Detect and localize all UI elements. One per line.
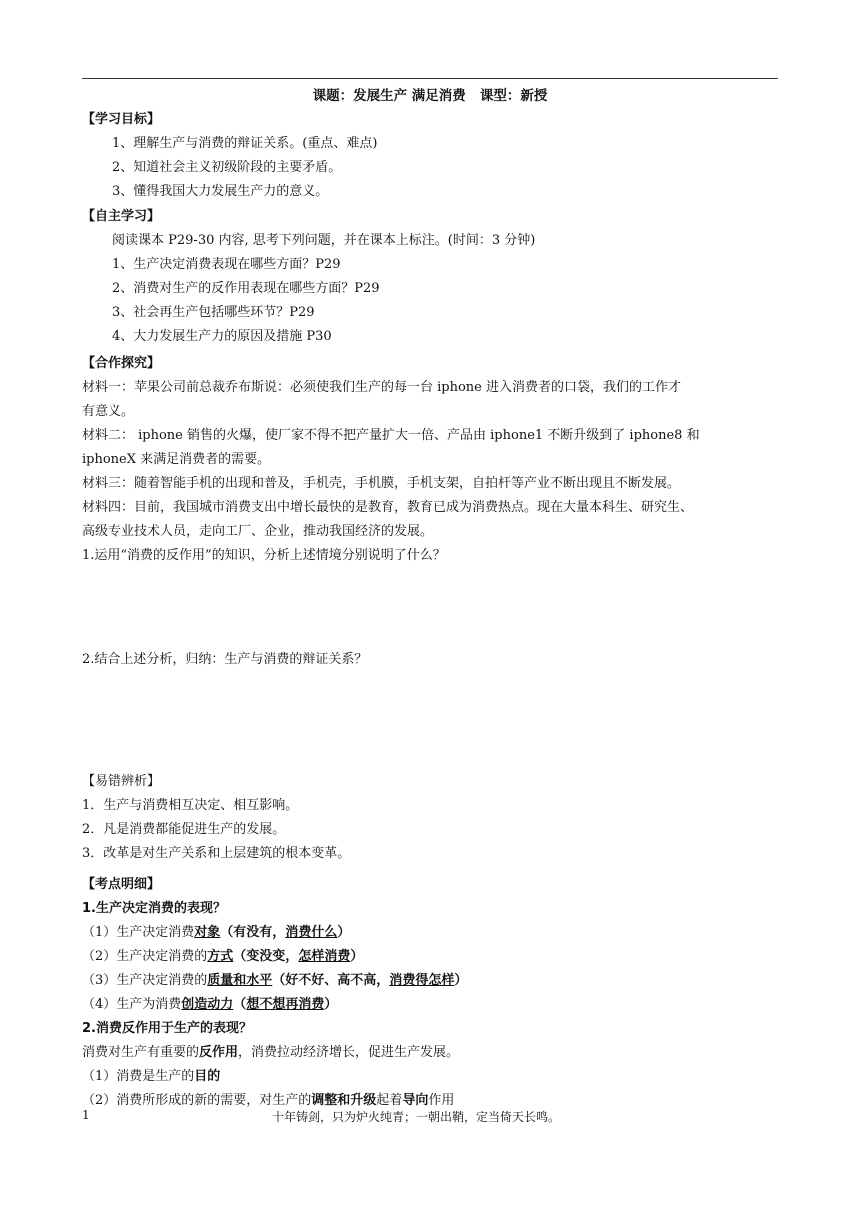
- lesson-title: 课题：发展生产 满足消费 课型：新授: [312, 88, 548, 104]
- objective-item: 2、知道社会主义初级阶段的主要矛盾。: [112, 160, 342, 175]
- text: ）: [454, 973, 468, 988]
- text: （: [233, 997, 247, 1012]
- emphasis: 创造动力: [181, 997, 234, 1012]
- text: ）: [337, 925, 351, 940]
- material-line: 材料一：苹果公司前总裁乔布斯说：必须使我们生产的每一台 iphone 进入消费者的口袋，我们的工作才: [82, 380, 682, 395]
- material-line: 材料三：随着智能手机的出现和普及，手机壳，手机膜，手机支架，自拍杆等产业不断出现且不断发展。: [82, 476, 681, 491]
- self-study-item: 3、社会再生产包括哪些环节？P29: [112, 305, 315, 320]
- question-2: 2.结合上述分析，归纳：生产与消费的辩证关系？: [82, 652, 368, 667]
- emphasis: 目的: [194, 1069, 221, 1084]
- self-study-section: [82, 205, 782, 349]
- emphasis: 消费得怎样: [389, 973, 455, 988]
- material-line: 有意义。: [82, 404, 135, 419]
- header-rule: [82, 78, 778, 79]
- emphasis: 想不想再消费: [246, 997, 325, 1012]
- self-study-item: 1、生产决定消费表现在哪些方面？P29: [112, 257, 341, 272]
- text: （有没有，: [220, 925, 286, 940]
- key-reason-1: [82, 1065, 782, 1089]
- key-intro: [82, 1041, 782, 1065]
- material-line: 高级专业技术人员，走向工厂、企业，推动我国经济的发展。: [82, 524, 434, 539]
- text: （变没变，: [233, 949, 299, 964]
- key-question-2: 2.消费反作用于生产的表现？: [82, 1021, 252, 1036]
- material-line: 材料四：目前，我国城市消费支出中增长最快的是教育，教育已成为消费热点。现在大量本科生、研究生、: [82, 500, 694, 515]
- page-number: 1: [82, 1108, 90, 1122]
- text: （1）消费是生产的: [82, 1069, 195, 1084]
- objective-item: 1、理解生产与消费的辩证关系。(重点、难点): [112, 136, 378, 151]
- text: （好不好、高不高，: [272, 973, 390, 988]
- key-points-heading: 【考点明细】: [82, 877, 161, 892]
- emphasis: 质量和水平: [207, 973, 273, 988]
- text: ）: [324, 997, 338, 1012]
- text: （2）消费所形成的新的需要，对生产的: [82, 1093, 312, 1108]
- self-study-heading: 【自主学习】: [82, 209, 161, 224]
- mistakes-heading: 【易错辨析】: [82, 774, 161, 789]
- text: 消费对生产有重要的: [82, 1045, 200, 1060]
- text: 起着: [376, 1093, 403, 1108]
- objectives-section: [82, 108, 782, 204]
- mistake-item: 1．生产与消费相互决定、相互影响。: [82, 798, 299, 813]
- text: （3）生产决定消费的: [82, 973, 208, 988]
- text: （1）生产决定消费: [82, 925, 195, 940]
- mistake-item: 3．改革是对生产关系和上层建筑的根本变革。: [82, 846, 351, 861]
- cooperation-heading: 【合作探究】: [82, 356, 161, 371]
- emphasis: 消费什么: [285, 925, 338, 940]
- text: ）: [350, 949, 364, 964]
- emphasis: 对象: [194, 925, 221, 940]
- material-line: iphoneX 来满足消费者的需要。: [82, 452, 271, 467]
- key-point-1: [82, 921, 782, 945]
- emphasis: 怎样消费: [298, 949, 351, 964]
- question-2-block: [82, 648, 782, 672]
- self-study-item: 2、消费对生产的反作用表现在哪些方面？P29: [112, 281, 380, 296]
- key-question-1: 1.生产决定消费的表现？: [82, 901, 226, 916]
- emphasis: 导向: [402, 1093, 429, 1108]
- material-line: 材料二： iphone 销售的火爆，使厂家不得不把产量扩大一倍、产品由 iphone1 不断升级到了 iphone8 和: [82, 428, 700, 443]
- question-1: 1.运用“消费的反作用”的知识，分析上述情境分别说明了什么？: [82, 548, 446, 563]
- mistake-item: 2．凡是消费都能促进生产的发展。: [82, 822, 286, 837]
- key-point-2: [82, 945, 782, 969]
- key-point-3: [82, 969, 782, 993]
- footer-motto: 十年铸剑，只为炉火纯青；一朝出鞘，定当倚天长鸣。: [272, 1110, 561, 1124]
- emphasis: 方式: [207, 949, 234, 964]
- emphasis: 调整和升级: [311, 1093, 377, 1108]
- self-study-item: 4、大力发展生产力的原因及措施 P30: [112, 329, 332, 344]
- text: （2）生产决定消费的: [82, 949, 208, 964]
- emphasis: 反作用: [199, 1045, 239, 1060]
- objectives-heading: 【学习目标】: [82, 112, 161, 127]
- objective-item: 3、懂得我国大力发展生产力的意义。: [112, 184, 329, 199]
- text: 作用: [428, 1093, 455, 1108]
- key-points-section: [82, 873, 782, 1113]
- text: （4）生产为消费: [82, 997, 182, 1012]
- page-footer: [82, 1108, 782, 1130]
- cooperation-section: [82, 352, 782, 568]
- mistakes-section: [82, 770, 782, 866]
- key-point-4: [82, 993, 782, 1017]
- self-study-intro: 阅读课本 P29-30 内容, 思考下列问题，并在课本上标注。(时间：3 分钟): [112, 233, 536, 248]
- text: ，消费拉动经济增长，促进生产发展。: [238, 1045, 460, 1060]
